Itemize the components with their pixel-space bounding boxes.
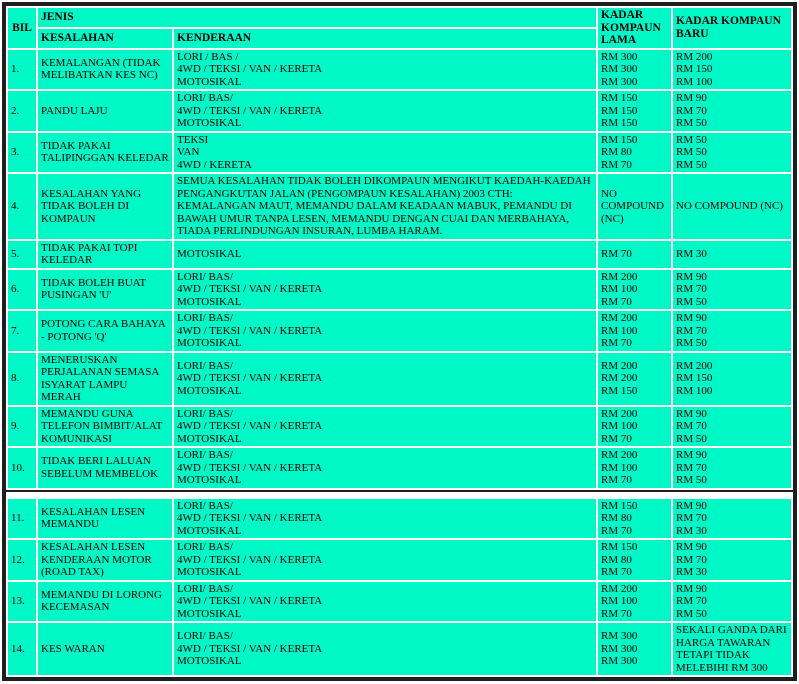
cell-line: 4WD / TEKSI / VAN / KERETA	[177, 461, 323, 474]
table-row	[8, 174, 791, 239]
offence-cell: KESALAHAN LESEN MEMANDU	[38, 499, 172, 539]
cell-line: VAN	[177, 146, 200, 158]
cell-line: RM 70	[601, 158, 632, 171]
cell-line: MOTOSIKAL	[177, 117, 242, 129]
cell-line: NO COMPOUND (NC)	[676, 200, 783, 212]
old-compound-rate-cell	[598, 448, 671, 488]
table-row	[8, 499, 791, 539]
cell-line: RM 50	[676, 337, 707, 349]
cell-line: RM 100	[601, 461, 638, 474]
vehicle-cell	[174, 407, 596, 447]
cell-line: RM 80	[601, 512, 632, 524]
new-compound-rate-cell	[673, 133, 791, 173]
cell-line: RM 70	[676, 553, 707, 566]
cell-line: 4WD / TEKSI / VAN / KERETA	[177, 104, 323, 117]
compound-rates-table-upper	[6, 6, 793, 492]
cell-line: RM 100	[601, 283, 638, 295]
cell-line: RM 90	[676, 541, 707, 553]
cell-line: 4WD / TEKSI / VAN / KERETA	[177, 372, 323, 385]
offence-cell: KES WARAN	[38, 623, 172, 675]
table-row	[8, 582, 791, 622]
table-row	[8, 540, 791, 580]
cell-line: RM 200	[676, 50, 713, 63]
vehicle-cell	[174, 174, 596, 239]
new-compound-rate-cell	[673, 623, 791, 675]
cell-line: RM 70	[601, 566, 632, 578]
cell-line: RM 90	[676, 270, 707, 283]
cell-line: RM 200	[601, 359, 638, 372]
cell-line: RM 100	[601, 324, 638, 337]
old-compound-rate-cell	[598, 270, 671, 310]
cell-line: RM 150	[601, 541, 638, 553]
cell-line: RM 90	[676, 499, 707, 512]
cell-line: MOTOSIKAL	[177, 384, 242, 397]
old-compound-rate-cell	[598, 540, 671, 580]
cell-line: RM 70	[601, 474, 632, 486]
cell-line: RM 300	[601, 642, 638, 655]
cell-line: RM 200	[601, 372, 638, 385]
cell-line: RM 70	[601, 337, 632, 349]
vehicle-cell	[174, 448, 596, 488]
cell-line: TEKSI	[177, 133, 209, 146]
offence-cell: KESALAHAN YANG TIDAK BOLEH DI KOMPAUN	[38, 174, 172, 239]
row-number-cell: 10.	[8, 448, 36, 488]
new-compound-rate-cell	[673, 448, 791, 488]
cell-line: RM 80	[601, 553, 632, 566]
row-number-cell: 4.	[8, 174, 36, 239]
cell-line: MOTOSIKAL	[177, 524, 242, 537]
cell-line: LORI/ BAS/	[177, 359, 233, 372]
old-compound-rate-cell	[598, 311, 671, 351]
vehicle-cell	[174, 91, 596, 131]
new-compound-rate-cell	[673, 582, 791, 622]
new-compound-rate-cell	[673, 174, 791, 239]
cell-line: 4WD / TEKSI / VAN / KERETA	[177, 512, 323, 524]
offence-cell: MEMANDU GUNA TELEFON BIMBIT/ALAT KOMUNIKASI	[38, 407, 172, 447]
cell-line: RM 300	[601, 630, 638, 643]
table-row	[8, 50, 791, 90]
cell-line: 4WD / TEKSI / VAN / KERETA	[177, 420, 323, 432]
cell-line: RM 90	[676, 92, 707, 104]
offence-cell: TIDAK BOLEH BUAT PUSINGAN 'U'	[38, 270, 172, 310]
cell-line: RM 100	[601, 420, 638, 432]
cell-line: RM 150	[676, 372, 713, 385]
cell-line: RM 70	[676, 461, 707, 474]
row-number-cell: 9.	[8, 407, 36, 447]
cell-line: MOTOSIKAL	[177, 75, 242, 88]
vehicle-cell	[174, 582, 596, 622]
old-compound-rate-cell	[598, 133, 671, 173]
new-compound-rate-cell	[673, 407, 791, 447]
cell-line: RM 300	[601, 75, 638, 88]
offence-cell: MEMANDU DI LORONG KECEMASAN	[38, 582, 172, 622]
cell-line: MOTOSIKAL	[177, 566, 242, 578]
new-compound-rate-cell	[673, 311, 791, 351]
cell-line: RM 90	[676, 582, 707, 595]
cell-line: RM 30	[676, 524, 707, 537]
row-number-cell: 1.	[8, 50, 36, 90]
cell-line: RM 150	[601, 117, 638, 129]
cell-line: RM 300	[601, 63, 638, 75]
cell-line: 4WD / TEKSI / VAN / KERETA	[177, 283, 323, 295]
cell-line: RM 150	[601, 92, 638, 104]
new-compound-rate-cell	[673, 241, 791, 268]
offence-cell: POTONG CARA BAHAYA - POTONG 'Q'	[38, 311, 172, 351]
new-compound-rate-cell	[673, 499, 791, 539]
old-compound-rate-cell	[598, 499, 671, 539]
cell-line: RM 50	[676, 474, 707, 486]
cell-line: RM 100	[601, 595, 638, 607]
cell-line: RM 70	[676, 283, 707, 295]
cell-line: MOTOSIKAL	[177, 247, 242, 260]
old-compound-rate-cell	[598, 241, 671, 268]
cell-line: RM 90	[676, 407, 707, 420]
cell-line: RM 50	[676, 607, 707, 620]
cell-line: RM 50	[676, 158, 707, 171]
cell-line: MOTOSIKAL	[177, 432, 242, 445]
cell-line: RM 70	[601, 432, 632, 445]
old-compound-rate-cell	[598, 407, 671, 447]
compound-rates-document	[2, 2, 797, 681]
vehicle-cell	[174, 623, 596, 675]
cell-line: RM 50	[676, 432, 707, 445]
row-number-cell: 7.	[8, 311, 36, 351]
cell-line: RM 300	[601, 50, 638, 63]
cell-line: LORI/ BAS/	[177, 270, 233, 283]
cell-line: RM 70	[676, 104, 707, 117]
vehicle-cell	[174, 270, 596, 310]
cell-line: RM 150	[676, 63, 713, 75]
cell-line: 4WD / KERETA	[177, 158, 252, 171]
cell-line: MOTOSIKAL	[177, 295, 242, 308]
cell-line: LORI/ BAS/	[177, 499, 233, 512]
table-row	[8, 353, 791, 405]
old-compound-rate-cell	[598, 91, 671, 131]
cell-line: RM 50	[676, 295, 707, 308]
new-compound-rate-cell	[673, 540, 791, 580]
table-row	[8, 311, 791, 351]
cell-line: RM 200	[601, 449, 638, 461]
vehicle-cell	[174, 540, 596, 580]
cell-line: MOTOSIKAL	[177, 607, 242, 620]
vehicle-cell	[174, 50, 596, 90]
col-header-bil: BIL	[8, 8, 36, 48]
cell-line: RM 50	[676, 117, 707, 129]
cell-line: RM 30	[676, 566, 707, 578]
cell-line: LORI/ BAS/	[177, 541, 233, 553]
cell-line: SEKALI GANDA DARI HARGA TAWARAN TETAPI TIDAK MELEBIHI RM 300	[676, 624, 787, 674]
col-header-jenis: JENIS	[38, 8, 596, 27]
cell-line: RM 70	[676, 420, 707, 432]
cell-line: LORI/ BAS/	[177, 407, 233, 420]
row-number-cell: 8.	[8, 353, 36, 405]
old-compound-rate-cell	[598, 582, 671, 622]
col-header-kadar-kompaun-baru: KADAR KOMPAUN BARU	[673, 8, 791, 48]
new-compound-rate-cell	[673, 270, 791, 310]
cell-line: RM 200	[601, 312, 638, 324]
cell-line: RM 100	[676, 384, 713, 397]
table-body-rows-1-10	[8, 50, 791, 488]
cell-line: LORI/ BAS/	[177, 92, 233, 104]
row-number-cell: 6.	[8, 270, 36, 310]
row-number-cell: 14.	[8, 623, 36, 675]
header-row-1	[8, 8, 791, 27]
cell-line: 4WD / TEKSI / VAN / KERETA	[177, 324, 323, 337]
row-number-cell: 5.	[8, 241, 36, 268]
table-row	[8, 623, 791, 675]
cell-line: RM 70	[601, 524, 632, 537]
offence-cell: TIDAK BERI LALUAN SEBELUM MEMBELOK	[38, 448, 172, 488]
offence-cell: MENERUSKAN PERJALANAN SEMASA ISYARAT LAMPU MERAH	[38, 353, 172, 405]
cell-line: RM 150	[601, 104, 638, 117]
vehicle-cell	[174, 311, 596, 351]
cell-line: RM 70	[676, 595, 707, 607]
cell-line: RM 50	[676, 146, 707, 158]
cell-line: RM 70	[601, 607, 632, 620]
offence-cell: KESALAHAN LESEN KENDERAAN MOTOR (ROAD TAX)	[38, 540, 172, 580]
old-compound-rate-cell	[598, 623, 671, 675]
cell-line: SEMUA KESALAHAN TIDAK BOLEH DIKOMPAUN MENGIKUT KAEDAH-KAEDAH PENGANGKUTAN JALAN (PENGOMPAUN KESALAHAN) 2003 CTH: KEMALANGAN MAUT, MEMANDU DALAM KEADAAN MABUK, PEMANDU DI BAWAH UMUR TANPA LESEN, MEMANDU DENGAN CUAI DAN MERBAHAYA, TIADA PERLINDUNGAN INSURAN, LUMBA HARAM.	[177, 175, 591, 237]
cell-line: MOTOSIKAL	[177, 337, 242, 349]
row-number-cell: 12.	[8, 540, 36, 580]
cell-line: MOTOSIKAL	[177, 655, 242, 668]
cell-line: RM 90	[676, 449, 707, 461]
col-header-kadar-kompaun-lama: KADAR KOMPAUN LAMA	[598, 8, 671, 48]
new-compound-rate-cell	[673, 50, 791, 90]
cell-line: NO COMPOUND (NC)	[601, 187, 664, 225]
offence-cell: TIDAK PAKAI TOPI KELEDAR	[38, 241, 172, 268]
table-row	[8, 91, 791, 131]
cell-line: RM 70	[676, 324, 707, 337]
cell-line: 4WD / TEKSI / VAN / KERETA	[177, 642, 323, 655]
cell-line: RM 200	[601, 407, 638, 420]
cell-line: LORI / BAS /	[177, 50, 239, 63]
old-compound-rate-cell	[598, 353, 671, 405]
new-compound-rate-cell	[673, 91, 791, 131]
cell-line: LORI/ BAS/	[177, 312, 233, 324]
cell-line: LORI/ BAS/	[177, 630, 233, 643]
cell-line: RM 30	[676, 247, 707, 260]
table-header	[8, 8, 791, 48]
cell-line: RM 50	[676, 133, 707, 146]
row-number-cell: 2.	[8, 91, 36, 131]
cell-line: RM 300	[601, 655, 638, 668]
cell-line: RM 150	[601, 384, 638, 397]
old-compound-rate-cell	[598, 174, 671, 239]
row-number-cell: 11.	[8, 499, 36, 539]
cell-line: RM 70	[601, 295, 632, 308]
table-row	[8, 448, 791, 488]
offence-cell: TIDAK PAKAI TALIPINGGAN KELEDAR	[38, 133, 172, 173]
cell-line: RM 70	[676, 512, 707, 524]
vehicle-cell	[174, 133, 596, 173]
offence-cell: KEMALANGAN (TIDAK MELIBATKAN KES NC)	[38, 50, 172, 90]
table-row	[8, 270, 791, 310]
cell-line: RM 90	[676, 312, 707, 324]
vehicle-cell	[174, 353, 596, 405]
cell-line: RM 200	[676, 359, 713, 372]
cell-line: 4WD / TEKSI / VAN / KERETA	[177, 595, 323, 607]
cell-line: MOTOSIKAL	[177, 474, 242, 486]
vehicle-cell	[174, 241, 596, 268]
cell-line: LORI/ BAS/	[177, 582, 233, 595]
cell-line: RM 150	[601, 133, 638, 146]
cell-line: LORI/ BAS/	[177, 449, 233, 461]
col-header-kesalahan: KESALAHAN	[38, 29, 172, 48]
table-row	[8, 241, 791, 268]
cell-line: RM 70	[601, 247, 632, 260]
cell-line: RM 100	[676, 75, 713, 88]
table-row	[8, 133, 791, 173]
row-number-cell: 13.	[8, 582, 36, 622]
cell-line: RM 200	[601, 582, 638, 595]
table-body-rows-11-14	[8, 499, 791, 676]
offence-cell: PANDU LAJU	[38, 91, 172, 131]
row-number-cell: 3.	[8, 133, 36, 173]
compound-rates-table-lower	[6, 497, 793, 678]
col-header-kenderaan: KENDERAAN	[174, 29, 596, 48]
vehicle-cell	[174, 499, 596, 539]
new-compound-rate-cell	[673, 353, 791, 405]
cell-line: 4WD / TEKSI / VAN / KERETA	[177, 63, 323, 75]
cell-line: RM 80	[601, 146, 632, 158]
cell-line: 4WD / TEKSI / VAN / KERETA	[177, 553, 323, 566]
table-row	[8, 407, 791, 447]
cell-line: RM 200	[601, 270, 638, 283]
cell-line: RM 150	[601, 499, 638, 512]
old-compound-rate-cell	[598, 50, 671, 90]
